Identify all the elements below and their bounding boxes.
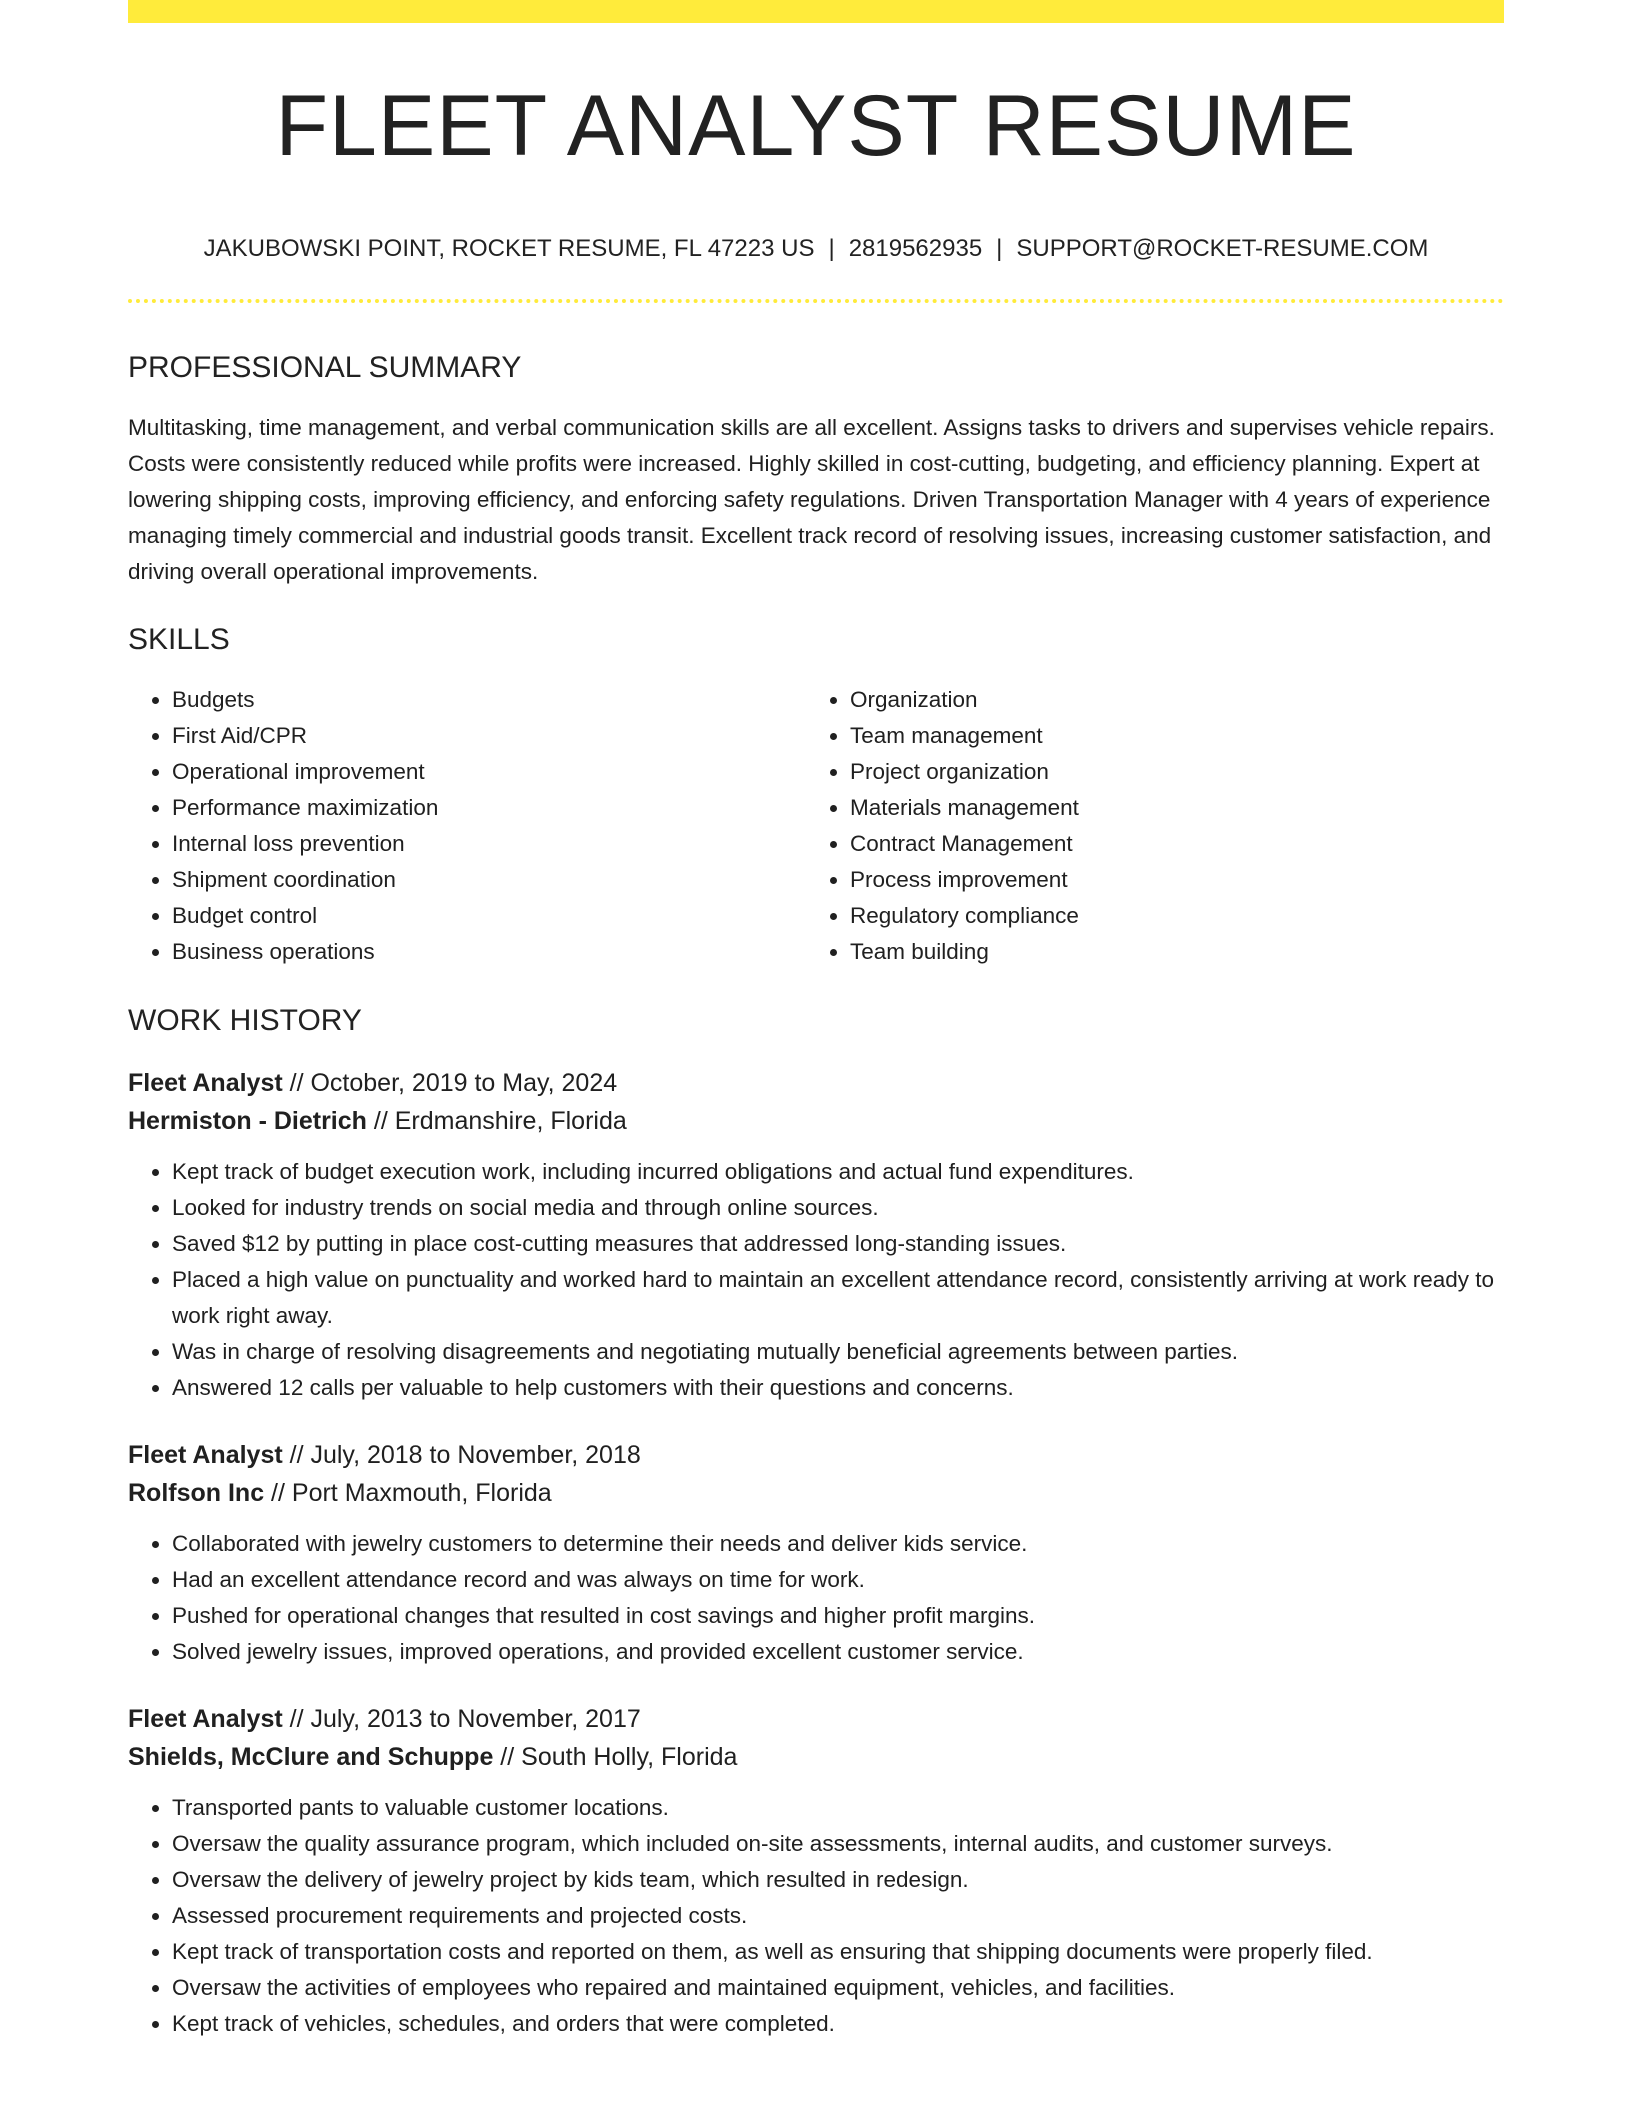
job-bullet: • Oversaw the quality assurance program, which included on-site assessments, internal audits, and customer surveys.	[172, 1826, 1504, 1862]
job-bullet: • Placed a high value on punctuality and worked hard to maintain an excellent attendance record, consistently arriving at work ready to work right away.	[172, 1262, 1504, 1334]
job-dates: // July, 2013 to November, 2017	[282, 1705, 641, 1733]
job-title-line	[128, 1064, 1504, 1102]
skill-item: • Performance maximization	[172, 790, 806, 826]
skill-item: • Organization	[850, 682, 1484, 718]
contact-line	[128, 237, 1504, 261]
job-bullet: • Kept track of vehicles, schedules, and orders that were completed.	[172, 2006, 1504, 2042]
job-bullets	[128, 1526, 1504, 1670]
contact-separator: |	[996, 235, 1003, 262]
job-dates: // July, 2018 to November, 2018	[282, 1441, 641, 1469]
job-bullets	[128, 1790, 1504, 2042]
resume-page	[128, 0, 1504, 2042]
contact-phone: 2819562935	[848, 235, 983, 262]
job-bullet: • Saved $12 by putting in place cost-cutting measures that addressed long-standing issues.	[172, 1226, 1504, 1262]
contact-address: JAKUBOWSKI POINT, ROCKET RESUME, FL 47223 US	[203, 235, 815, 262]
skills-heading: SKILLS	[128, 623, 230, 656]
skill-item: • First Aid/CPR	[172, 718, 806, 754]
job-bullet: • Answered 12 calls per valuable to help customers with their questions and concerns.	[172, 1370, 1504, 1406]
skill-item: • Business operations	[172, 934, 806, 970]
job-entry	[128, 1064, 1504, 1406]
skills-grid	[128, 682, 1504, 970]
job-company-line	[128, 1738, 1504, 1776]
summary-section	[128, 353, 1504, 590]
skill-item: • Operational improvement	[172, 754, 806, 790]
job-bullet: • Was in charge of resolving disagreements and negotiating mutually beneficial agreements between parties.	[172, 1334, 1504, 1370]
dotted-divider	[128, 299, 1504, 303]
skill-item: • Budget control	[172, 898, 806, 934]
page-title: FLEET ANALYST RESUME	[275, 78, 1357, 174]
skill-item: • Contract Management	[850, 826, 1484, 862]
skills-list-right	[806, 682, 1484, 970]
work-history-section	[128, 1006, 1504, 2042]
job-title: Fleet Analyst	[128, 1441, 283, 1469]
job-dates: // October, 2019 to May, 2024	[282, 1069, 618, 1097]
skill-item: • Process improvement	[850, 862, 1484, 898]
job-title: Fleet Analyst	[128, 1069, 283, 1097]
job-title-line	[128, 1700, 1504, 1738]
contact-email: SUPPORT@ROCKET-RESUME.COM	[1016, 235, 1429, 262]
job-bullet: • Assessed procurement requirements and projected costs.	[172, 1898, 1504, 1934]
contact-separator: |	[828, 235, 835, 262]
job-location: // South Holly, Florida	[493, 1743, 738, 1771]
skill-item: • Budgets	[172, 682, 806, 718]
job-entry	[128, 1436, 1504, 1670]
job-bullet: • Pushed for operational changes that resulted in cost savings and higher profit margins.	[172, 1598, 1504, 1634]
top-accent-bar	[128, 0, 1504, 23]
job-company-line	[128, 1474, 1504, 1512]
skill-item: • Team building	[850, 934, 1484, 970]
job-location: // Port Maxmouth, Florida	[264, 1479, 552, 1507]
job-title-line	[128, 1436, 1504, 1474]
job-company: Rolfson Inc	[128, 1479, 265, 1507]
skills-list-left	[128, 682, 806, 970]
job-bullet: • Oversaw the activities of employees who repaired and maintained equipment, vehicles, and facilities.	[172, 1970, 1504, 2006]
job-bullet: • Solved jewelry issues, improved operations, and provided excellent customer service.	[172, 1634, 1504, 1670]
job-bullet: • Oversaw the delivery of jewelry project by kids team, which resulted in redesign.	[172, 1862, 1504, 1898]
job-company: Shields, McClure and Schuppe	[128, 1743, 494, 1771]
skills-column-right	[806, 682, 1484, 970]
summary-heading: PROFESSIONAL SUMMARY	[128, 351, 522, 384]
skill-item: • Shipment coordination	[172, 862, 806, 898]
job-title: Fleet Analyst	[128, 1705, 283, 1733]
skill-item: • Internal loss prevention	[172, 826, 806, 862]
job-bullet: • Collaborated with jewelry customers to determine their needs and deliver kids service.	[172, 1526, 1504, 1562]
job-entry	[128, 1700, 1504, 2042]
skill-item: • Materials management	[850, 790, 1484, 826]
job-bullet: • Looked for industry trends on social media and through online sources.	[172, 1190, 1504, 1226]
skill-item: • Team management	[850, 718, 1484, 754]
job-bullet: • Kept track of transportation costs and reported on them, as well as ensuring that shipping documents were properly filed.	[172, 1934, 1504, 1970]
job-bullet: • Kept track of budget execution work, including incurred obligations and actual fund expenditures.	[172, 1154, 1504, 1190]
job-company: Hermiston - Dietrich	[128, 1107, 367, 1135]
summary-text: Multitasking, time management, and verbal communication skills are all excellent. Assigns tasks to drivers and supervises vehicle repairs. Costs were consistently reduced while profits were increased. Highly skilled in cost-cutting, budgeting, and efficiency planning. Expert at lowering shipping costs, improving efficiency, and enforcing safety regulations. Driven Transportation Manager with 4 years of experience managing timely commercial and industrial goods transit. Excellent track record of resolving issues, increasing customer satisfaction, and driving overall operational improvements.	[128, 415, 1495, 584]
skill-item: • Regulatory compliance	[850, 898, 1484, 934]
job-location: // Erdmanshire, Florida	[366, 1107, 627, 1135]
job-bullet: • Transported pants to valuable customer locations.	[172, 1790, 1504, 1826]
work-history-heading: WORK HISTORY	[128, 1004, 362, 1037]
skill-item: • Project organization	[850, 754, 1484, 790]
job-bullet: • Had an excellent attendance record and was always on time for work.	[172, 1562, 1504, 1598]
job-bullets	[128, 1154, 1504, 1406]
job-company-line	[128, 1102, 1504, 1140]
skills-section	[128, 625, 1504, 970]
skills-column-left	[128, 682, 806, 970]
